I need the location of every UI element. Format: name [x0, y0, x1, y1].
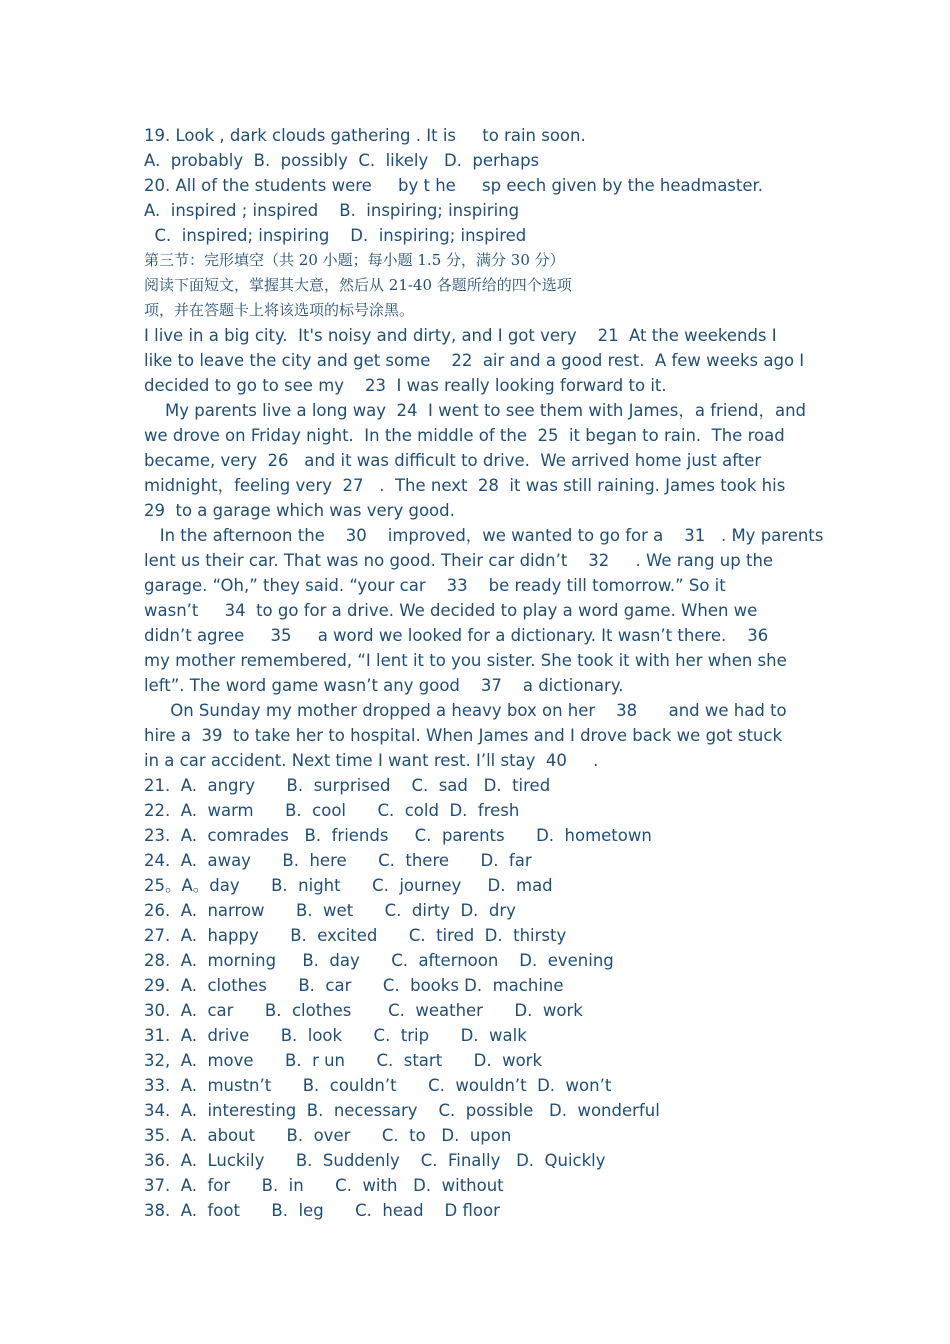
question-19-stem: 19. Look , dark clouds gathering . It is to rain soon.	[144, 126, 586, 145]
question-23-options: 23. A. comrades B. friends C. parents D. hometown	[144, 826, 652, 845]
passage-line: left”. The word game wasn’t any good 37 a dictionary.	[144, 676, 624, 695]
question-35-options: 35. A. about B. over C. to D. upon	[144, 1126, 512, 1145]
question-20-options-ab: A. inspired ; inspired B. inspiring; inspiring	[144, 201, 520, 220]
passage-line: 29 to a garage which was very good.	[144, 501, 455, 520]
question-32-options: 32, A. move B. r un C. start D. work	[144, 1051, 543, 1070]
question-31-options: 31. A. drive B. look C. trip D. walk	[144, 1026, 527, 1045]
question-22-options: 22. A. warm B. cool C. cold D. fresh	[144, 801, 520, 820]
passage-line: we drove on Friday night. In the middle of the 25 it began to rain. The road	[144, 426, 785, 445]
question-30-options: 30. A. car B. clothes C. weather D. work	[144, 1001, 583, 1020]
question-20-stem: 20. All of the students were by t he sp eech given by the headmaster.	[144, 176, 764, 195]
passage-line: midnight，feeling very 27 . The next 28 it was still raining. James took his	[144, 476, 786, 495]
passage-line: like to leave the city and get some 22 air and a good rest. A few weeks ago I	[144, 351, 805, 370]
question-21-options: 21. A. angry B. surprised C. sad D. tired	[144, 776, 551, 795]
question-38-options: 38. A. foot B. leg C. head D floor	[144, 1201, 500, 1220]
passage-line: In the afternoon the 30 improved，we wanted to go for a 31 . My parents	[144, 526, 824, 545]
question-36-options: 36. A. Luckily B. Suddenly C. Finally D. Quickly	[144, 1151, 606, 1170]
question-25-options: 25。A。day B. night C. journey D. mad	[144, 876, 553, 895]
passage-line: On Sunday my mother dropped a heavy box on her 38 and we had to	[144, 701, 787, 720]
section-heading: 第三节：完形填空（共 20 小题；每小题 1.5 分，满分 30 分）	[144, 251, 565, 269]
passage-line: lent us their car. That was no good. Their car didn’t 32 . We rang up the	[144, 551, 774, 570]
question-19-options: A. probably B. possibly C. likely D. perhaps	[144, 151, 540, 170]
passage-line: in a car accident. Next time I want rest. I’ll stay 40 .	[144, 751, 599, 770]
section-instruction: 阅读下面短文，掌握其大意，然后从 21-40 各题所给的四个选项	[144, 276, 572, 294]
passage-line: garage. “Oh,” they said. “your car 33 be ready till tomorrow.” So it	[144, 576, 726, 595]
question-37-options: 37. A. for B. in C. with D. without	[144, 1176, 504, 1195]
passage-line: became, very 26 and it was difficult to drive. We arrived home just after	[144, 451, 762, 470]
passage-line: didn’t agree 35 a word we looked for a dictionary. It wasn’t there. 36	[144, 626, 769, 645]
question-26-options: 26. A. narrow B. wet C. dirty D. dry	[144, 901, 516, 920]
question-24-options: 24. A. away B. here C. there D. far	[144, 851, 532, 870]
passage-line: wasn’t 34 to go for a drive. We decided to play a word game. When we	[144, 601, 758, 620]
document-body	[144, 123, 824, 1223]
passage-line: decided to go to see my 23 I was really looking forward to it.	[144, 376, 667, 395]
passage-line: hire a 39 to take her to hospital. When James and I drove back we got stuck	[144, 726, 783, 745]
question-27-options: 27. A. happy B. excited C. tired D. thirsty	[144, 926, 567, 945]
question-29-options: 29. A. clothes B. car C. books D. machine	[144, 976, 564, 995]
passage-line: My parents live a long way 24 I went to see them with James，a friend，and	[144, 401, 807, 420]
question-28-options: 28. A. morning B. day C. afternoon D. evening	[144, 951, 614, 970]
passage-line: my mother remembered, “I lent it to you sister. She took it with her when she	[144, 651, 787, 670]
passage-line: I live in a big city. It's noisy and dirty, and I got very 21 At the weekends I	[144, 326, 777, 345]
question-34-options: 34. A. interesting B. necessary C. possible D. wonderful	[144, 1101, 660, 1120]
question-20-options-cd: C. inspired; inspiring D. inspiring; inspired	[144, 226, 527, 245]
section-instruction-cont: 项，并在答题卡上将该选项的标号涂黑。	[144, 301, 415, 319]
question-33-options: 33. A. mustn’t B. couldn’t C. wouldn’t D. won’t	[144, 1076, 612, 1095]
